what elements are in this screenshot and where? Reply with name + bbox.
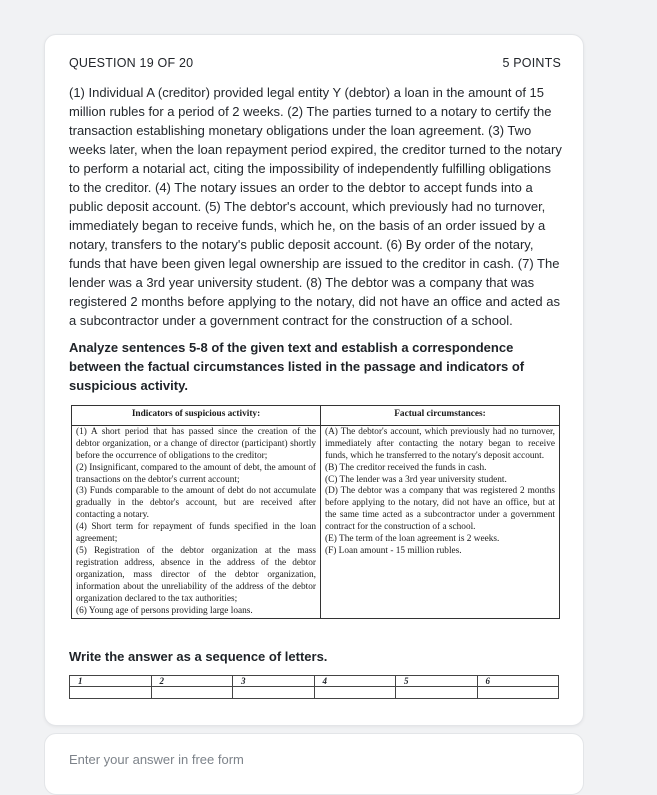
- answer-grid: [69, 675, 559, 699]
- answer-grid-cell: 4: [314, 676, 396, 687]
- answer-grid-blank: [314, 687, 396, 699]
- answer-input[interactable]: Enter your answer in free form: [69, 752, 244, 767]
- matching-table: [71, 405, 559, 619]
- indicator-item: (4) Short term for repayment of funds specified in the loan agreement;: [76, 522, 316, 545]
- indicator-item: (2) Insignificant, compared to the amount of debt, the amount of transactions on the debtor's current account;: [76, 462, 316, 485]
- circumstance-item: (C) The lender was a 3rd year university student.: [325, 474, 507, 485]
- circumstances-header: Factual circumstances:: [321, 406, 560, 426]
- indicator-item: (1) A short period that has passed since the creation of the debtor organization, or a change of director (participant) shortly before the occurrence of obligations to the creditor;: [76, 426, 316, 461]
- answer-grid-blank: [477, 687, 559, 699]
- circumstances-cell: [321, 425, 560, 619]
- indicators-header: Indicators of suspicious activity:: [72, 406, 321, 426]
- circumstance-item: (B) The creditor received the funds in cash.: [325, 462, 487, 473]
- question-number: QUESTION 19 OF 20: [69, 56, 194, 70]
- indicators-cell: [72, 425, 321, 619]
- circumstance-item: (E) The term of the loan agreement is 2 weeks.: [325, 534, 500, 545]
- answer-grid-cell: 3: [233, 676, 315, 687]
- question-header: [69, 56, 561, 70]
- answer-grid-cell: 2: [151, 676, 233, 687]
- circumstance-item: (F) Loan amount - 15 million rubles.: [325, 545, 462, 556]
- circumstance-item: (D) The debtor was a company that was registered 2 months before applying to the notary, did not have an office, but at the same time acted as a subcontractor under a government contract for the construction of a school.: [325, 486, 555, 533]
- answer-grid-blank: [151, 687, 233, 699]
- question-points: 5 POINTS: [502, 56, 561, 70]
- answer-grid-cell: 1: [70, 676, 152, 687]
- answer-grid-cell: 5: [396, 676, 478, 687]
- question-passage: (1) Individual A (creditor) provided legal entity Y (debtor) a loan in the amount of 15 million rubles for a period of 2 weeks. (2) The parties turned to a notary to certify the transaction establishing monetary obligations under the loan agreement. (3) Two weeks later, when the loan repayment period expired, the creditor turned to the notary to perform a notarial act, citing the impossibility of independently fulfilling obligations to the creditor. (4) The notary issues an order to the debtor to accept funds into a public deposit account. (5) The debtor's account, which previously had no turnover, immediately began to receive funds, which he, on the basis of an order issued by a notary, transfers to the notary's public deposit account. (6) By order of the notary, funds that have been given legal ownership are issued to the creditor in cash. (7) The lender was a 3rd year university student. (8) The debtor was a company that was registered 2 months before applying to the notary, did not have an office and acted as a subcontractor under a government contract for the construction of a school.: [69, 85, 562, 328]
- circumstance-item: (A) The debtor's account, which previously had no turnover, immediately after contacting the notary began to receive funds, which he transferred to the notary's deposit account.: [325, 426, 555, 461]
- answer-grid-cell: 6: [477, 676, 559, 687]
- write-instruction: Write the answer as a sequence of letters.: [69, 649, 328, 664]
- indicator-item: (5) Registration of the debtor organization at the mass registration address, absence in the address of the debtor organization, mass director of the debtor organization, information about the unreliability of the address of the debtor organization declared to the tax authorities;: [76, 545, 316, 604]
- answer-card: [44, 733, 584, 795]
- question-card: [44, 34, 584, 726]
- answer-grid-blank: [396, 687, 478, 699]
- answer-grid-blank: [233, 687, 315, 699]
- indicator-item: (3) Funds comparable to the amount of debt do not accumulate gradually in the debtor's account, but are received after contacting a notary.: [76, 486, 316, 521]
- question-task: Analyze sentences 5-8 of the given text and establish a correspondence between the factual circumstances listed in the passage and indicators of suspicious activity.: [69, 340, 525, 393]
- answer-grid-blank: [70, 687, 152, 699]
- indicator-item: (6) Young age of persons providing large loans.: [76, 605, 253, 616]
